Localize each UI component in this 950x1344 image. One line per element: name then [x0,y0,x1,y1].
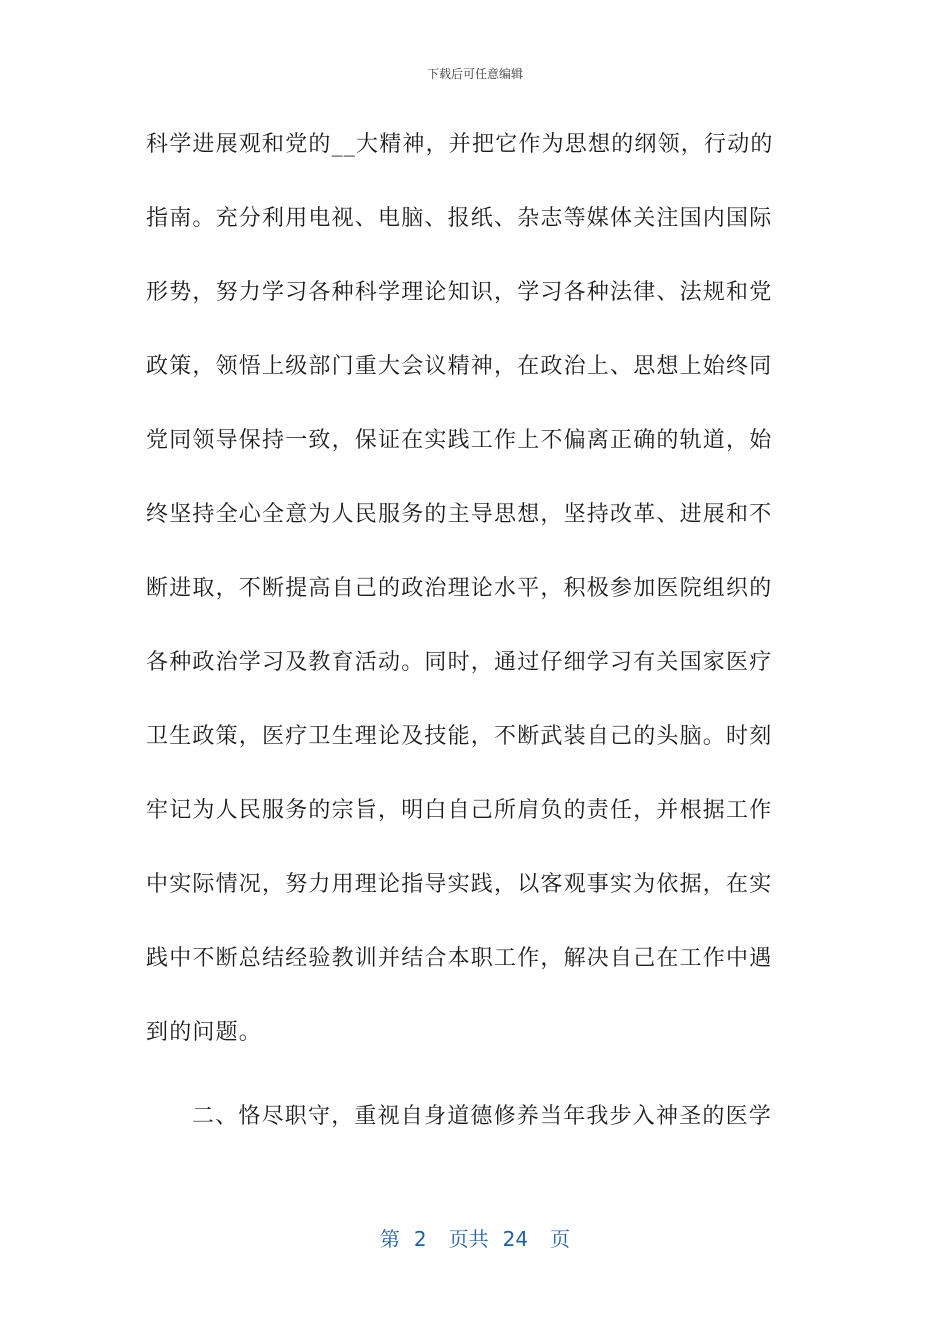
page-label-prefix: 第 [379,1227,400,1251]
current-page-number: 2 [413,1227,427,1251]
text-line: 断进取，不断提高自己的政治理论水平，积极参加医院组织的 [146,576,773,601]
text-line: 到的问题。 [146,1020,263,1045]
text-line: 牢记为人民服务的宗旨，明白自己所肩负的责任，并根据工作 [146,798,773,823]
text-line: 政策，领悟上级部门重大会议精神，在政治上、思想上始终同 [146,354,773,379]
section-heading-line: 二、恪尽职守，重视自身道德修养当年我步入神圣的医学 [192,1104,773,1129]
page-label-suffix: 页 [550,1227,571,1251]
page-header: 下载后可任意编辑 [426,67,523,81]
text-line: 指南。充分利用电视、电脑、报纸、杂志等媒体关注国内国际 [146,206,773,231]
text-line: 中实际情况，努力用理论指导实践，以客观事实为依据，在实 [146,872,773,897]
page-footer [0,1225,950,1253]
text-line: 践中不断总结经验教训并结合本职工作，解决自己在工作中遇 [146,946,773,971]
text-line: 形势，努力学习各种科学理论知识，学习各种法律、法规和党 [146,280,773,305]
text-line: 卫生政策，医疗卫生理论及技能，不断武装自己的头脑。时刻 [146,724,773,749]
total-pages-number: 24 [502,1227,529,1251]
text-line: 科学进展观和党的__大精神，并把它作为思想的纲领，行动的 [146,132,774,157]
text-line: 党同领导保持一致，保证在实践工作上不偏离正确的轨道，始 [146,428,773,453]
page-label-mid: 页共 [448,1227,489,1251]
text-line: 各种政治学习及教育活动。同时，通过仔细学习有关国家医疗 [146,650,773,675]
text-line: 终坚持全心全意为人民服务的主导思想，坚持改革、进展和不 [146,502,773,527]
